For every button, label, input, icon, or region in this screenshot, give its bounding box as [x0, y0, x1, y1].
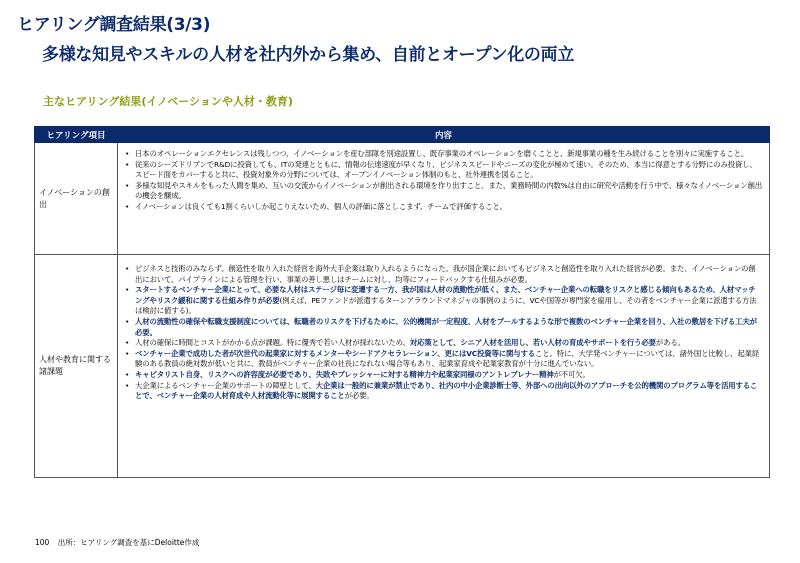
bullet-item: [135, 370, 762, 381]
bullet-list: [119, 256, 768, 407]
table-row: [35, 143, 770, 255]
page-subtitle: 多様な知見やスキルの人材を社内外から集め、自前とオープン化の両立: [42, 45, 575, 65]
bullet-item: [135, 160, 762, 181]
emphasis-text: 人材の流動性の確保や転職支援制度については、転職者のリスクを下げるために、公的機関が一定程度、人材をプールするような形で複数のベンチャー企業を回り、入社の敷居を下げる工夫が必要。: [135, 316, 757, 337]
bullet-item: [135, 381, 762, 402]
bullet-item: [135, 149, 762, 160]
emphasis-text: ベンチャー企業で成功した者が次世代の起業家に対するメンターやシードアクセラレーション、更にはVC投資等に関与する: [135, 348, 535, 358]
row-category: 人材や教育に関する諸課題: [35, 255, 118, 478]
bullet-item: [135, 349, 762, 370]
bullet-text: 大企業によるベンチャー企業のサポートの障壁として、: [135, 380, 316, 390]
row-content: [118, 255, 770, 478]
bullet-item: [135, 285, 762, 317]
row-category: イノベーションの創出: [35, 143, 118, 255]
emphasis-text: スタートするベンチャー企業にとって、必要な人材はステージ毎に変遷する一方、我が国は人材の流動性が低く、また、ベンチャー企業への転職をリスクと感じる傾向もあるため、人材マッチングやリスク緩和に関する仕組み作りが必要: [135, 285, 756, 305]
bullet-text: がある。: [655, 338, 685, 348]
bullet-text: 多様な知見やスキルをもった人間を集め、互いの交流からイノベーションが創出される環境を作り出すこと。また、業務時間の内数%は自由に研究や活動を行う中で、様々なイノベーション創出の機会を醸成。: [135, 180, 762, 201]
source-note: 出所：ヒアリング調査を基にDeloitte作成: [57, 538, 200, 547]
column-header-item: ヒアリング項目: [35, 127, 118, 143]
emphasis-text: キャピタリスト自身、リスクへの許容度が必要であり、失敗やプレッシャーに対する精神力や起業家同様のアントレプレナー精神: [135, 369, 554, 379]
bullet-text: ビジネスと技術のみならず、創造性を取り入れた経営を海外大手企業は取り入れるようになった。我が国企業においてもビジネスと創造性を取り入れた経営が必要。また、イノベーションの創出において、パイプラインによる管理を行い、事業の善し悪しはチームに対し、均等にフィードバックする仕組みが必要。: [135, 264, 756, 284]
hearing-results-table: [34, 126, 770, 478]
bullet-text: イノベーションは良くても1割くらいしか起こりえないため、個人の評価に落としこまず、チームで評価すること。: [135, 201, 507, 211]
bullet-text: が不可欠。: [553, 369, 590, 379]
bullet-list: [119, 144, 768, 217]
emphasis-text: 対応策として、シニア人材を活用し、若い人材の育成やサポートを行う必要: [409, 338, 656, 348]
bullet-item: [135, 317, 762, 338]
page-title: ヒアリング調査結果(3/3): [17, 15, 211, 35]
bullet-item: [135, 181, 762, 202]
footer: [35, 537, 199, 548]
table-header-row: [35, 127, 770, 143]
bullet-text: 従来のシーズドリブンでR&Dに投資しても、ITの発達とともに、情報の伝達速度が早くなり、ビジネススピードやニーズの変化が極めて速い。そのため、本当に得意とする分野にのみ投資し、スピード面をカバーすると共に、投資対象外の分野については、オープンイノベーション体制のもと、社外連携を図ること。: [135, 159, 757, 180]
bullet-text: (例えば、PEファンドが派遣するターンアラウンドマネジャの事例のように、VCや国等が専門家を雇用し、その者をベンチャー企業に派遣する方法は検討に値する)。: [135, 295, 757, 316]
bullet-text: こと。特に、大学発ベンチャーについては、諸外国と比較し、起業経験のある教員の絶対数が低いと共に、教員がベンチャー企業の社長になれない場合等もあり、起業家育成や起業家教育が十分に進んでいない。: [135, 348, 760, 369]
bullet-item: [135, 264, 762, 285]
bullet-text: 人材の確保に時間とコストがかかる点が課題。特に優秀で若い人材が採れないため、: [135, 338, 410, 348]
section-heading: 主なヒアリング結果(イノベーションや人材・教育): [43, 95, 293, 108]
bullet-text: が必要。: [344, 391, 374, 401]
page-number: 100: [35, 538, 50, 547]
bullet-item: [135, 202, 762, 213]
bullet-item: [135, 338, 762, 349]
table-row: [35, 255, 770, 478]
emphasis-text: 大企業は一般的に兼業が禁止であり、社内の中小企業診断士等、外部への出向以外のアプローチを公的機関のプログラム等を活用することで、ベンチャー企業の人材育成や人材流動化等に展開すること: [135, 380, 758, 401]
row-content: [118, 143, 770, 255]
column-header-content: 内容: [118, 127, 770, 143]
bullet-text: 日本のオペレーションエクセレンスは残しつつ、イノベーションを産む部隊を別途設置し、既存事業のオペレーションを磨くことと、新規事業の種を生み続けることを別々に実施すること。: [135, 149, 749, 158]
